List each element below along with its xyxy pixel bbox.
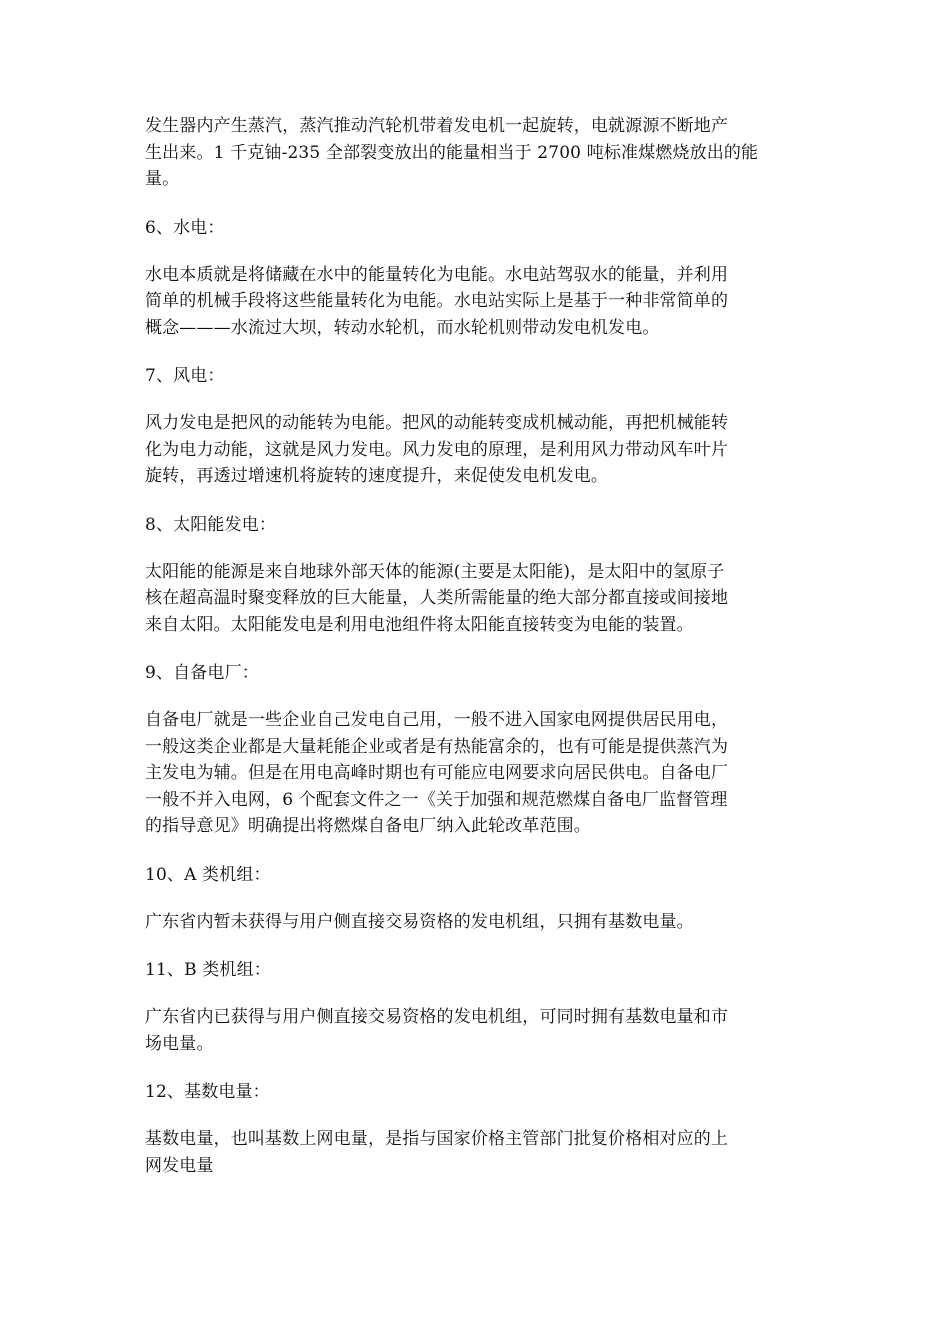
- text-line: 场电量。: [145, 1033, 214, 1054]
- text-line: 主发电为辅。但是在用电高峰时期也有可能应电网要求向居民供电。自备电厂: [145, 763, 729, 783]
- text-line: 网发电量: [145, 1155, 214, 1176]
- section-heading-class-b-units: 11、B 类机组：: [145, 960, 271, 980]
- paragraph-hydro: [145, 262, 825, 342]
- text-line: 发生器内产生蒸汽，蒸汽推动汽轮机带着发电机一起旋转，电就源源不断地产: [145, 116, 729, 136]
- text-line: 简单的机械手段将这些能量转化为电能。水电站实际上是基于一种非常简单的: [145, 291, 729, 311]
- text-line: 广东省内已获得与用户侧直接交易资格的发电机组，可同时拥有基数电量和市: [145, 1007, 729, 1027]
- text-line: 核在超高温时聚变释放的巨大能量，人类所需能量的绝大部分都直接或间接地: [145, 588, 729, 608]
- section-heading-base-electricity: 12、基数电量：: [145, 1082, 270, 1102]
- section-heading-hydro: 6、水电：: [145, 217, 225, 238]
- text-line: 广东省内暂未获得与用户侧直接交易资格的发电机组，只拥有基数电量。: [145, 911, 694, 932]
- paragraph-captive-plant: [145, 707, 825, 840]
- section-heading-captive-plant: 9、自备电厂：: [145, 663, 259, 683]
- section-heading-solar: 8、太阳能发电：: [145, 514, 277, 535]
- section-heading-class-a-units: 10、A 类机组：: [145, 864, 271, 885]
- paragraph-class-a-units: [145, 909, 825, 936]
- text-line: 太阳能的能源是来自地球外部天体的能源(主要是太阳能)，是太阳中的氢原子: [145, 561, 725, 582]
- text-line: 水电本质就是将储藏在水中的能量转化为电能。水电站驾驭水的能量，并利用: [145, 264, 729, 285]
- paragraph-class-b-units: [145, 1004, 825, 1057]
- text-line: 一般不并入电网，6 个配套文件之一《关于加强和规范燃煤自备电厂监督管理: [145, 789, 728, 810]
- paragraph-wind: [145, 410, 825, 490]
- text-line: 风力发电是把风的动能转为电能。把风的动能转变成机械动能，再把机械能转: [145, 413, 729, 433]
- text-line: 生出来。1 千克铀-235 全部裂变放出的能量相当于 2700 吨标准煤燃烧放出的能: [145, 142, 759, 163]
- text-line: 来自太阳。太阳能发电是利用电池组件将太阳能直接转变为电能的装置。: [145, 614, 694, 635]
- paragraph-base-electricity: [145, 1126, 825, 1179]
- text-line: 化为电力动能，这就是风力发电。风力发电的原理，是利用风力带动风车叶片: [145, 439, 729, 460]
- text-line: 的指导意见》明确提出将燃煤自备电厂纳入此轮改革范围。: [145, 816, 591, 836]
- section-heading-wind: 7、风电：: [145, 366, 225, 386]
- document-body: [145, 113, 825, 1200]
- paragraph-nuclear-continued: [145, 113, 825, 193]
- text-line: 基数电量，也叫基数上网电量，是指与国家价格主管部门批复价格相对应的上: [145, 1129, 729, 1149]
- text-line: 量。: [145, 169, 180, 189]
- text-line: 旋转，再透过增速机将旋转的速度提升，来促使发电机发电。: [145, 466, 609, 486]
- text-line: 概念———水流过大坝，转动水轮机，而水轮机则带动发电机发电。: [145, 317, 660, 338]
- text-line: 一般这类企业都是大量耗能企业或者是有热能富余的，也有可能是提供蒸汽为: [145, 736, 729, 757]
- paragraph-solar: [145, 559, 825, 639]
- text-line: 自备电厂就是一些企业自己发电自己用，一般不进入国家电网提供居民用电，: [145, 710, 729, 730]
